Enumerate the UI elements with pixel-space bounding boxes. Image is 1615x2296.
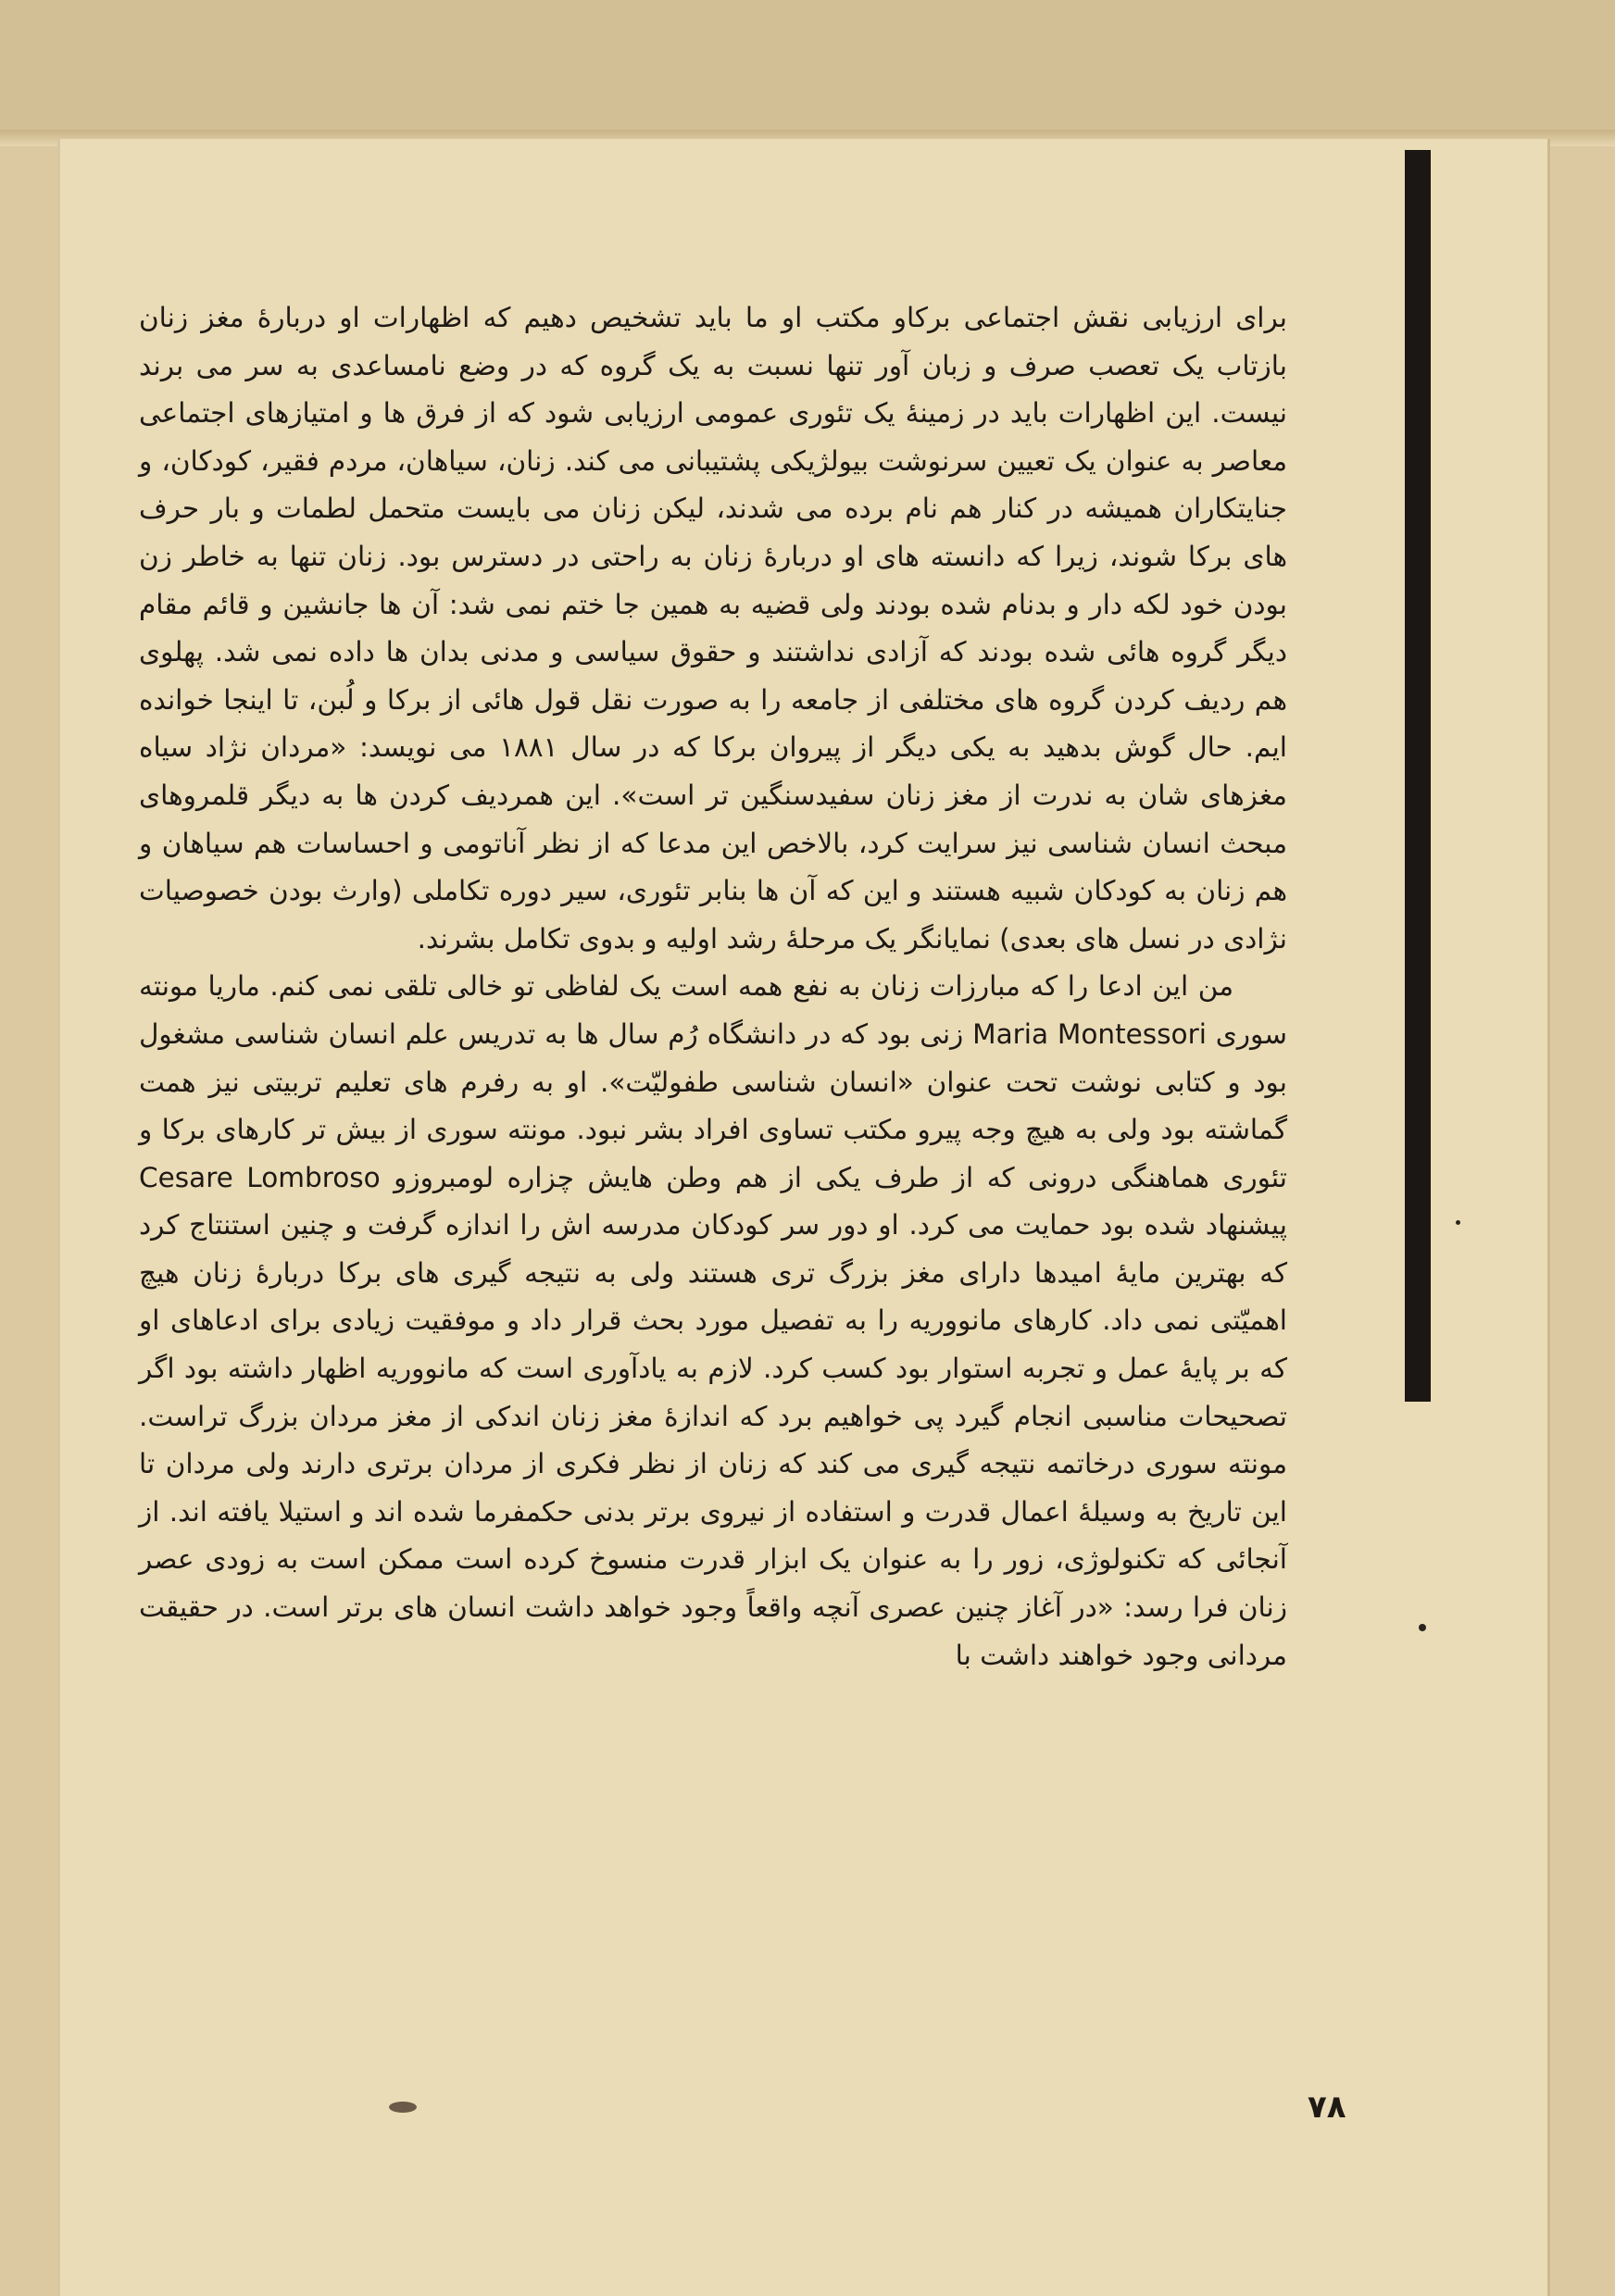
ink-stain [389, 2102, 417, 2113]
paragraph-2: من این ادعا را که مبارزات زنان به نفع همه است یک لفاظی تو خالی تلقی نمی کنم. ماریا مونته سوری Maria Montessori زنی بود که در دانشگاه رُم سال ها به تدریس علم انسان شناسی مشغول بود و کتابی نوشت تحت عنوان «انسان شناسی طفولیّت». او به رفرم های تعلیم تربیتی نیز همت گماشته بود ولی به هیچ وجه پیرو مکتب تساوی افراد بشر نبود. مونته سوری از بیش تر کارهای برکا و تئوری هماهنگی درونی که از طرف یکی از هم وطن هایش چزاره لومبروزو Cesare Lombroso پیشنهاد شده بود حمایت می کرد. او دور سر کودکان مدرسه اش را اندازه گرفت و چنین استنتاج کرد که بهترین مایهٔ امیدها دارای مغز بزرگ تری هستند ولی به نتیجه گیری های برکا دربارهٔ زنان هیچ اهمیّتی نمی داد. کارهای مانووریه را به تفصیل مورد بحث قرار داد و موفقیت زیادی برای ادعاهای او که بر پایهٔ عمل و تجربه استوار بود کسب کرد. لازم به یادآوری است که مانووریه اظهار داشته بود اگر تصحیحات مناسبی انجام گیرد پی خواهیم برد که اندازهٔ مغز زنان اندکی از مغز مردان بزرگ تراست. مونته سوری درخاتمه نتیجه گیری می کند که زنان از نظر فکری از مردان برتری دارند ولی مردان تا این تاریخ به وسیلهٔ اعمال قدرت و استفاده از نیروی برتر بدنی حکمفرما شده اند و استیلا یافته اند. از آنجائی که تکنولوژی، زور را به عنوان یک ابزار قدرت منسوخ کرده است ممکن است به زودی عصر زنان فرا رسد: «در آغاز چنین عصری آنچه واقعاً وجود خواهد داشت انسان های برتر است. در حقیقت مردانی وجود خواهند داشت با [139, 970, 1288, 1671]
page-number: ۷۸ [1308, 2089, 1346, 2126]
ink-dot-small [1456, 1220, 1460, 1225]
side-black-bar [1405, 150, 1431, 1402]
page-top-band [0, 0, 1615, 137]
body-text [139, 294, 1287, 1679]
paragraph-1: برای ارزیابی نقش اجتماعی برکاو مکتب او ما باید تشخیص دهیم که اظهارات او دربارهٔ مغز زنان بازتاب یک تعصب صرف و زبان آور تنها نسبت به یک گروه که در وضع نامساعدی به سر می برند نیست. این اظهارات باید در زمینهٔ یک تئوری عمومی ارزیابی شود که از فرق ها و امتیازهای اجتماعی معاصر به عنوان یک تعیین سرنوشت بیولژیکی پشتیبانی می کند. زنان، سیاهان، مردم فقیر، کودکان، و جنایتکاران همیشه در کنار هم نام برده می شدند، لیکن زنان می بایست متحمل لطمات و بار حرف های برکا شوند، زیرا که دانسته های او دربارهٔ زنان به راحتی در دسترس بود. زنان تنها به خاطر زن بودن خود لکه دار و بدنام شده بودند ولی قضیه به همین جا ختم نمی شد: آن ها جانشین و قائم مقام دیگر گروه هائی شده بودند که آزادی نداشتند و حقوق سیاسی و مدنی بدان ها داده نمی شد. پهلوی هم ردیف کردن گروه های مختلفی از جامعه را به صورت نقل قول هائی از برکا و لُبن، تا اینجا خوانده ایم. حال گوش بدهید به یکی دیگر از پیروان برکا که در سال ۱۸۸۱ می نویسد: «مردان نژاد سیاه مغزهای شان به ندرت از مغز زنان سفیدسنگین تر است». این همردیف کردن ها به دیگر قلمروهای مبحث انسان شناسی نیز سرایت کرد، بالاخص این مدعا که از نظر آناتومی و احساسات هم سیاهان و هم زنان به کودکان شبیه هستند و این که آن ها بنابر تئوری، سیر دوره تکاملی (وارث بودن خصوصیات نژادی در نسل های بعدی) نمایانگر یک مرحلهٔ رشد اولیه و بدوی تکامل بشرند. [139, 302, 1287, 955]
ink-dot [1419, 1624, 1426, 1631]
